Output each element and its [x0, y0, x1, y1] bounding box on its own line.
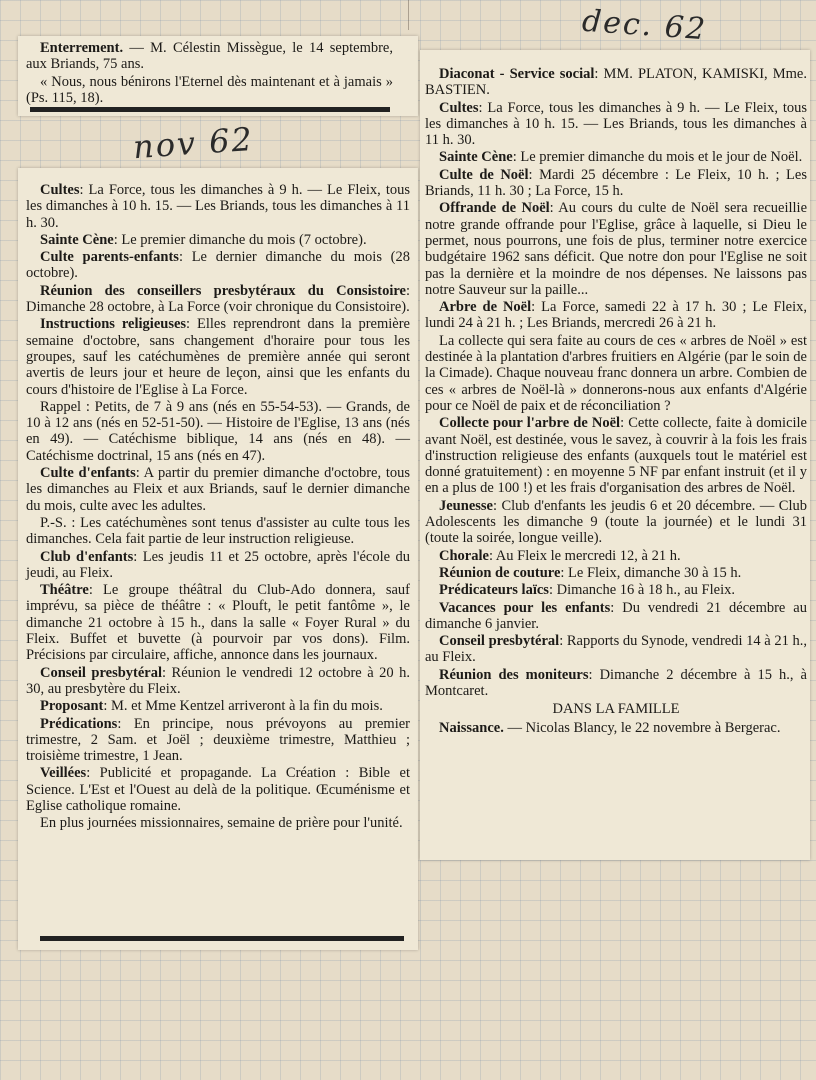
announcement-heading: Offrande de Noël — [439, 200, 550, 217]
announcement-paragraph — [425, 548, 807, 564]
announcement-heading: Jeunesse — [439, 497, 493, 514]
announcement-body: : Cette collecte, faite à domicile avant Noël, est destinée, vous le savez, à couvrir à la fois les frais d'instruction religieuse des enfants (auxquels tout le matériel est donné gratuitement) : en moyenne 5 NF par enfant instruit (et il y en a plus de 100 !) et les frais d'organisation des arbres de Noël. — [425, 415, 807, 497]
october-announcements-text — [26, 182, 410, 833]
announcement-heading: Veillées — [40, 765, 87, 782]
announcement-paragraph — [425, 333, 807, 414]
announcement-body: : Le groupe théâtral du Club-Ado donnera, sauf imprévu, sa pièce de théâtre : « Plouft, le petit fantôme », le dimanche 21 octobre à 15 h., dans la salle « Foyer Rural » du Fleix. Buffet et buvette (à pourvoir par vos dons). Film. Précisions par circulaire, affiche, annonce dans les journaux. — [26, 582, 410, 664]
announcement-paragraph — [26, 549, 410, 582]
announcement-heading: Instructions religieuses — [40, 316, 187, 333]
announcement-body: : En principe, nous prévoyons au premier trimestre, 2 Sam. et Joël ; deuxième trimestre, Matthieu ; troisième trimestre, 1 Jean. — [26, 715, 410, 765]
burial-notice-text — [26, 40, 393, 107]
announcement-body: : Dimanche 28 octobre, à La Force (voir chronique du Consistoire). — [26, 282, 410, 316]
announcement-paragraph — [26, 74, 393, 107]
announcement-paragraph — [26, 465, 410, 514]
announcement-body: : Dimanche 2 décembre à 15 h., à Montcaret. — [425, 666, 807, 699]
announcement-heading: Culte d'enfants — [40, 465, 136, 482]
announcement-body: : Elles reprendront dans la première semaine d'octobre, sans changement d'horaire pour tous les groupes, sauf les catéchumènes de première année qui seront avertis de leurs jour et heure de leçon, ainsi que les enfants du cours d'histoire de l'Eglise à La Force. — [26, 316, 410, 398]
announcement-body: DANS LA FAMILLE — [552, 701, 680, 718]
announcement-paragraph — [26, 716, 410, 765]
announcement-paragraph — [425, 701, 807, 717]
announcement-heading: Chorale — [439, 547, 489, 564]
announcement-paragraph — [425, 66, 807, 99]
announcement-paragraph — [425, 633, 807, 666]
announcement-body: : Au Fleix le mercredi 12, à 21 h. — [488, 547, 681, 564]
page-fold — [408, 0, 409, 30]
announcement-body: : Au cours du culte de Noël sera recueillie notre grande offrande pour l'Eglise, grâce à laquelle, si Dieu le permet, nous pourrons, une fois de plus, terminer notre exercice budgétaire 1962 sans déficit. Que notre don pour l'Eglise ne soit pas la dernière et la moindre de nos dépenses. Ne laissons pas notre Sauveur sur la paille... — [425, 200, 808, 298]
announcement-body: : Rapports du Synode, vendredi 14 à 21 h., au Fleix. — [425, 633, 808, 666]
announcement-body: : La Force, tous les dimanches à 9 h. — Le Fleix, tous les dimanches à 10 h. 15. — Les Briands, tous les dimanches à 11 h. 30. — [425, 99, 807, 149]
announcement-heading: Conseil presbytéral — [439, 633, 560, 650]
announcement-body: — Nicolas Blancy, le 22 novembre à Bergerac. — [503, 719, 781, 736]
announcement-paragraph — [425, 167, 807, 200]
announcement-body: : Le premier dimanche du mois et le jour de Noël. — [512, 149, 803, 166]
announcement-body: : Du vendredi 21 décembre au dimanche 6 janvier. — [425, 599, 807, 632]
announcement-body: : Le premier dimanche du mois (7 octobre). — [113, 231, 367, 248]
announcement-paragraph — [425, 299, 807, 332]
announcement-body: : La Force, tous les dimanches à 9 h. — Le Fleix, tous les dimanches à 10 h. 15. — Les Briands, tous les dimanches à 11 h. 30. — [26, 182, 410, 231]
announcement-paragraph — [425, 200, 807, 298]
announcement-body: : La Force, samedi 22 à 17 h. 30 ; Le Fleix, lundi 24 à 21 h. ; Les Briands, mercredi 26 à 21 h. — [425, 299, 807, 332]
announcement-body: : Le dernier dimanche du mois (28 octobre). — [26, 249, 410, 282]
announcement-paragraph — [26, 665, 410, 698]
announcement-paragraph — [425, 720, 807, 736]
announcement-paragraph — [425, 415, 807, 496]
announcement-body: : Les jeudis 11 et 25 octobre, après l'école du jeudi, au Fleix. — [26, 548, 410, 581]
announcement-body: : Club d'enfants les jeudis 6 et 20 décembre. — Club Adolescents les dimanche 9 (toute la journée) et le lundi 31 (toute la soirée, longue veille). — [425, 497, 807, 547]
announcement-paragraph — [425, 565, 807, 581]
announcement-heading: Proposant — [40, 698, 104, 715]
announcement-heading: Enterrement. — [40, 40, 124, 56]
announcement-paragraph — [26, 698, 410, 714]
announcement-body: : Réunion le vendredi 12 octobre à 20 h. 30, au presbytère du Fleix. — [26, 664, 410, 697]
announcement-heading: Prédicateurs laïcs — [439, 582, 549, 599]
column-rule — [30, 107, 390, 112]
announcement-paragraph — [26, 815, 410, 831]
announcement-paragraph — [26, 765, 410, 814]
announcement-paragraph — [425, 100, 807, 149]
announcement-heading: Collecte pour l'arbre de Noël — [439, 415, 621, 432]
announcement-heading: Club d'enfants — [40, 548, 134, 565]
announcement-paragraph — [26, 515, 410, 548]
announcement-paragraph — [26, 182, 410, 231]
announcement-heading: Réunion des moniteurs — [439, 666, 589, 683]
announcement-body: — M. Célestin Missègue, le 14 septembre, aux Briands, 75 ans. — [26, 40, 393, 73]
announcement-body: : Dimanche 16 à 18 h., au Fleix. — [548, 582, 735, 599]
column-rule — [40, 936, 404, 941]
announcement-heading: Sainte Cène — [40, 231, 114, 248]
announcement-body: « Nous, nous bénirons l'Eternel dès maintenant et à jamais » (Ps. 115, 18). — [26, 73, 393, 106]
announcement-heading: Cultes — [40, 182, 80, 198]
announcement-body: : MM. PLATON, KAMISKI, Mme. BASTIEN. — [425, 66, 807, 99]
announcement-body: Rappel : Petits, de 7 à 9 ans (nés en 55-54-53). — Grands, de 10 à 12 ans (nés en 52-51-50). — Histoire de l'Eglise, 13 ans (nés en 49). — Catéchisme biblique, 14 ans (nés en 48). — Catéchisme doctrinal, 15 ans (nés en 47). — [26, 398, 410, 464]
announcement-heading: Sainte Cène — [439, 149, 513, 166]
announcement-body: P.-S. : Les catéchumènes sont tenus d'assister au culte tous les dimanches. Cela fait partie de leur instruction religieuse. — [26, 514, 410, 548]
announcement-paragraph — [26, 40, 393, 73]
announcement-body: : Le Fleix, dimanche 30 à 15 h. — [560, 564, 742, 581]
announcement-heading: Réunion de couture — [439, 564, 561, 581]
handwritten-date-november: nov 62 — [131, 119, 256, 167]
announcement-body: La collecte qui sera faite au cours de ces « arbres de Noël » est destinée à la plantation d'arbres fruitiers en Algérie (par le soin de la Cimade). Chaque nouveau franc donnera un arbre. Combien de ces « arbres de Noël-là » donnerons-nous aux enfants d'Algérie pour ce Noël de paix et de réconciliation ? — [425, 332, 807, 414]
announcement-paragraph — [26, 249, 410, 282]
announcement-heading: Conseil presbytéral — [40, 664, 163, 681]
announcement-paragraph — [425, 582, 807, 598]
announcement-heading: Cultes — [439, 99, 479, 116]
announcement-paragraph — [425, 600, 807, 633]
announcement-body: : M. et Mme Kentzel arriveront à la fin du mois. — [103, 698, 383, 715]
announcement-paragraph — [26, 582, 410, 663]
announcement-heading: Arbre de Noël — [439, 299, 532, 316]
announcement-body: En plus journées missionnaires, semaine de prière pour l'unité. — [40, 815, 403, 832]
announcement-paragraph — [425, 498, 807, 547]
announcement-heading: Théâtre — [40, 582, 89, 599]
announcement-body: : Publicité et propagande. La Création : Bible et Science. L'Est et l'Ouest au delà de la politique. Œcuménisme et Eglise catholique romaine. — [26, 765, 410, 814]
announcement-paragraph — [425, 149, 807, 165]
announcement-paragraph — [26, 399, 410, 464]
announcement-paragraph — [26, 283, 410, 316]
announcement-paragraph — [425, 667, 807, 700]
handwritten-date-december: dec. 62 — [580, 3, 709, 48]
december-announcements-text — [425, 66, 807, 737]
announcement-body: : Mardi 25 décembre : Le Fleix, 10 h. ; Les Briands, 11 h. 30 ; La Force, 15 h. — [425, 166, 807, 200]
announcement-paragraph — [26, 232, 410, 248]
announcement-body: : A partir du premier dimanche d'octobre, tous les dimanches au Fleix et aux Briands, sauf le dernier dimanche du mois, culte avec les adultes. — [26, 465, 410, 514]
announcement-heading: Diaconat - Service social — [439, 66, 595, 82]
announcement-heading: Culte de Noël — [439, 166, 529, 183]
announcement-heading: Vacances pour les enfants — [439, 599, 611, 616]
announcement-paragraph — [26, 316, 410, 397]
announcement-heading: Réunion des conseillers presbytéraux du Consistoire — [40, 282, 406, 299]
announcement-heading: Prédications — [40, 715, 118, 732]
announcement-heading: Naissance. — [439, 719, 504, 736]
announcement-heading: Culte parents-enfants — [40, 249, 179, 266]
